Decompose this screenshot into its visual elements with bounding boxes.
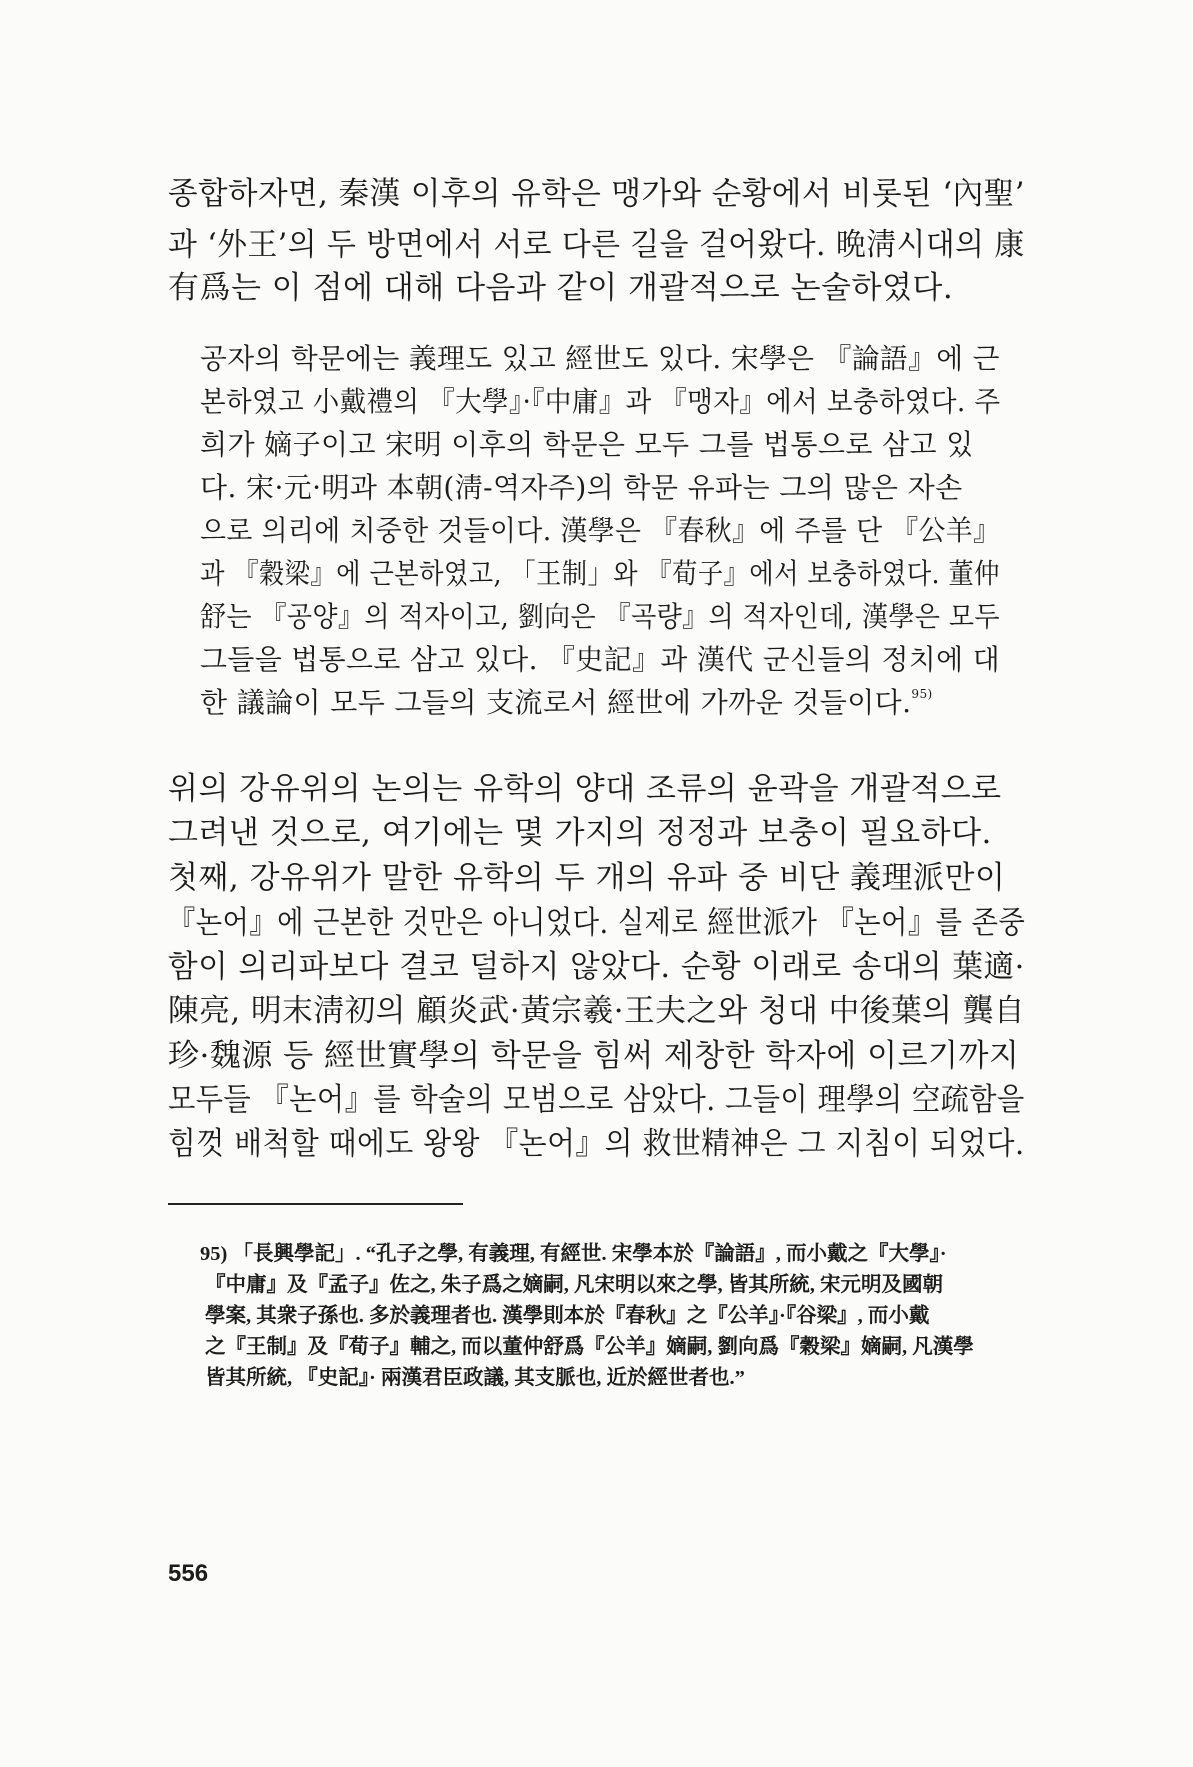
footnote-divider	[168, 1203, 463, 1205]
footnote-line: 『中庸』及『孟子』佐之, 朱子爲之嫡嗣, 凡宋明以來之學, 皆其所統, 宋元明及國朝	[205, 1274, 943, 1296]
text-line: 위의 강유위의 논의는 유학의 양대 조류의 윤곽을 개괄적으로	[168, 771, 1002, 807]
text-line: 모두들 『논어』를 학술의 모범으로 삼았다. 그들이 理學의 空疏함을	[168, 1082, 1025, 1118]
quote-line: 과 『穀梁』에 근본하였고, 「王制」와 『荀子』에서 보충하였다. 董仲	[200, 557, 1000, 590]
text-line: 有爲는 이 점에 대해 다음과 같이 개괄적으로 논술하였다.	[168, 270, 954, 306]
text-line: 과 ‘外王’의 두 방면에서 서로 다른 길을 걸어왔다. 晩淸시대의 康	[168, 227, 1025, 263]
quote-line: 다. 宋·元·明과 本朝(淸-역자주)의 학문 유파는 그의 많은 자손	[200, 471, 963, 504]
quote-line: 공자의 학문에는 義理도 있고 經世도 있다. 宋學은 『論語』에 근	[200, 342, 1000, 375]
text-line: 첫째, 강유위가 말한 유학의 두 개의 유파 중 비단 義理派만이	[168, 860, 1006, 896]
text-line: 함이 의리파보다 결코 덜하지 않았다. 순황 이래로 송대의 葉適·	[168, 949, 1025, 985]
quote-line	[200, 681, 933, 721]
quote-line-text: 한 議論이 모두 그들의 支流로서 經世에 가까운 것들이다.	[200, 686, 912, 719]
quote-line: 으로 의리에 치중한 것들이다. 漢學은 『春秋』에 주를 단 『公羊』	[200, 514, 1001, 547]
text-line: 『논어』에 근본한 것만은 아니었다. 실제로 經世派가 『논어』를 존중	[168, 905, 1026, 941]
text-line: 陳亮, 明末淸初의 顧炎武·黃宗羲·王夫之와 청대 中後葉의 龔自	[168, 993, 1026, 1029]
quote-line: 그들을 법통으로 삼고 있다. 『史記』과 漢代 군신들의 정치에 대	[200, 643, 1001, 676]
quote-line: 본하였고 小戴禮의 『大學』·『中庸』과 『맹자』에서 보충하였다. 주	[200, 385, 1001, 418]
text-line: 종합하자면, 秦漢 이후의 유학은 맹가와 순황에서 비롯된 ‘內聖’	[168, 176, 1025, 212]
page-number: 556	[168, 1560, 209, 1587]
quote-line: 舒는 『공양』의 적자이고, 劉向은 『곡량』의 적자인데, 漢學은 모두	[200, 600, 1000, 633]
quote-line: 희가 嫡子이고 宋明 이후의 학문은 모두 그를 법통으로 삼고 있	[200, 428, 974, 461]
text-line: 그려낸 것으로, 여기에는 몇 가지의 정정과 보충이 필요하다.	[168, 815, 992, 851]
footnote-line: 學案, 其衆子孫也. 多於義理者也. 漢學則本於『春秋』之『公羊』·『谷梁』, 而小戴	[205, 1305, 930, 1327]
footnote-line: 之『王制』及『荀子』輔之, 而以董仲舒爲『公羊』嫡嗣, 劉向爲『穀梁』嫡嗣, 凡漢學	[205, 1336, 974, 1358]
text-line: 힘껏 배척할 때에도 왕왕 『논어』의 救世精神은 그 지침이 되었다.	[168, 1126, 1025, 1162]
footnote-line: 皆其所統, 『史記』· 兩漢君臣政議, 其支脈也, 近於經世者也.”	[205, 1367, 745, 1389]
footnote-line: 95) 「長興學記」. “孔子之學, 有義理, 有經世. 宋學本於『論語』, 而小戴之『大學』·	[200, 1243, 947, 1265]
text-line: 珍·魏源 등 經世實學의 학문을 힘써 제창한 학자에 이르기까지	[168, 1038, 1020, 1074]
footnote-marker[interactable]: 95)	[911, 687, 933, 701]
